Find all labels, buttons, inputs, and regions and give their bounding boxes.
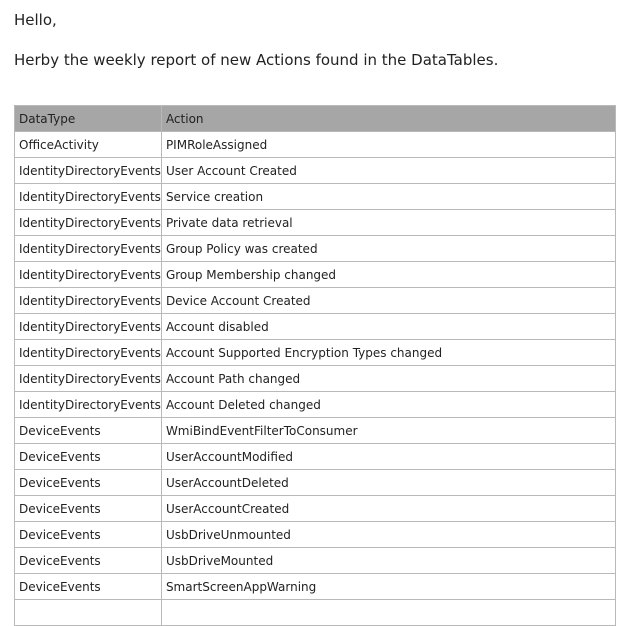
datatype-cell: DeviceEvents bbox=[15, 574, 162, 600]
table-row bbox=[15, 548, 616, 574]
column-header-action: Action bbox=[161, 106, 615, 132]
table-row bbox=[15, 236, 616, 262]
table-row bbox=[15, 574, 616, 600]
table-body bbox=[15, 132, 616, 626]
datatype-cell: IdentityDirectoryEvents bbox=[15, 158, 162, 184]
action-cell: Private data retrieval bbox=[161, 210, 615, 236]
action-cell: Account Path changed bbox=[161, 366, 615, 392]
datatype-cell: IdentityDirectoryEvents bbox=[15, 366, 162, 392]
action-cell: UsbDriveMounted bbox=[161, 548, 615, 574]
table-row bbox=[15, 184, 616, 210]
datatype-cell: DeviceEvents bbox=[15, 418, 162, 444]
action-cell: UsbDriveUnmounted bbox=[161, 522, 615, 548]
table-row bbox=[15, 392, 616, 418]
datatype-cell: DeviceEvents bbox=[15, 522, 162, 548]
action-cell: Account disabled bbox=[161, 314, 615, 340]
datatype-cell: IdentityDirectoryEvents bbox=[15, 340, 162, 366]
table-row bbox=[15, 132, 616, 158]
table-row bbox=[15, 262, 616, 288]
datatype-cell: IdentityDirectoryEvents bbox=[15, 314, 162, 340]
action-cell: Device Account Created bbox=[161, 288, 615, 314]
action-cell: Group Membership changed bbox=[161, 262, 615, 288]
datatype-cell: IdentityDirectoryEvents bbox=[15, 236, 162, 262]
table-row bbox=[15, 600, 616, 626]
actions-table bbox=[14, 105, 616, 626]
datatype-cell: DeviceEvents bbox=[15, 470, 162, 496]
intro-text: Herby the weekly report of new Actions found in the DataTables. bbox=[14, 51, 499, 69]
action-cell: Account Supported Encryption Types changed bbox=[161, 340, 615, 366]
datatype-cell: IdentityDirectoryEvents bbox=[15, 184, 162, 210]
datatype-cell bbox=[15, 600, 162, 626]
action-cell: Account Deleted changed bbox=[161, 392, 615, 418]
datatype-cell: DeviceEvents bbox=[15, 548, 162, 574]
datatype-cell: IdentityDirectoryEvents bbox=[15, 210, 162, 236]
table-row bbox=[15, 470, 616, 496]
datatype-cell: IdentityDirectoryEvents bbox=[15, 392, 162, 418]
action-cell: Group Policy was created bbox=[161, 236, 615, 262]
action-cell: SmartScreenAppWarning bbox=[161, 574, 615, 600]
datatype-cell: IdentityDirectoryEvents bbox=[15, 288, 162, 314]
table-row bbox=[15, 158, 616, 184]
table-row bbox=[15, 366, 616, 392]
datatype-cell: OfficeActivity bbox=[15, 132, 162, 158]
action-cell: PIMRoleAssigned bbox=[161, 132, 615, 158]
table-row bbox=[15, 314, 616, 340]
column-header-datatype: DataType bbox=[15, 106, 162, 132]
action-cell: User Account Created bbox=[161, 158, 615, 184]
action-cell: Service creation bbox=[161, 184, 615, 210]
action-cell bbox=[161, 600, 615, 626]
table-row bbox=[15, 522, 616, 548]
table-row bbox=[15, 340, 616, 366]
table-row bbox=[15, 418, 616, 444]
datatype-cell: DeviceEvents bbox=[15, 496, 162, 522]
table-row bbox=[15, 444, 616, 470]
action-cell: WmiBindEventFilterToConsumer bbox=[161, 418, 615, 444]
action-cell: UserAccountCreated bbox=[161, 496, 615, 522]
action-cell: UserAccountDeleted bbox=[161, 470, 615, 496]
datatype-cell: IdentityDirectoryEvents bbox=[15, 262, 162, 288]
table-row bbox=[15, 210, 616, 236]
table-row bbox=[15, 288, 616, 314]
table-row bbox=[15, 496, 616, 522]
greeting-text: Hello, bbox=[14, 11, 57, 29]
table-header-row bbox=[15, 106, 616, 132]
action-cell: UserAccountModified bbox=[161, 444, 615, 470]
datatype-cell: DeviceEvents bbox=[15, 444, 162, 470]
